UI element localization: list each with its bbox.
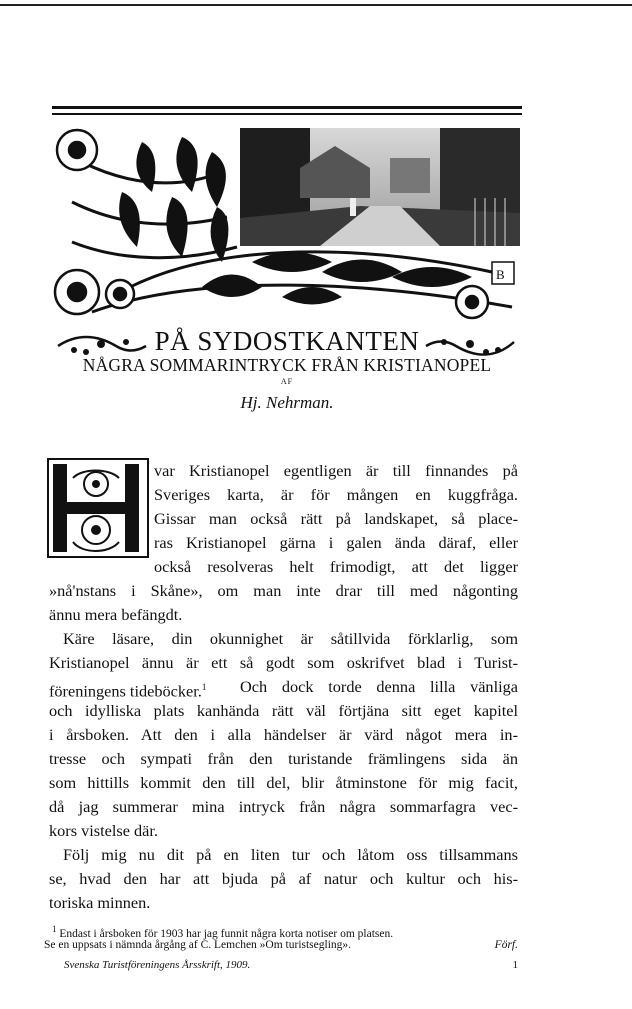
body-line: se, hvad den har att bjuda på af natur och kultur och his- xyxy=(49,869,518,888)
page-title: PÅ SYDOSTKANTEN xyxy=(154,326,420,356)
body-line: ras Kristianopel gärna i galen ända däraf, eller xyxy=(154,533,518,552)
body-line: kors vistelse där. xyxy=(49,821,158,840)
body-line: Gissar man också rätt på landskapet, så place- xyxy=(154,509,518,528)
footnote-ref: 1 xyxy=(201,682,207,692)
header-rule-bottom xyxy=(52,113,522,115)
body-line: som hittills kommit den till del, blir åtminstone för mig facit, xyxy=(49,773,518,792)
footnote-signature: Förf. xyxy=(494,939,518,951)
page-footer xyxy=(64,957,518,973)
monogram-icon xyxy=(492,262,514,284)
drop-cap-h-icon xyxy=(47,458,149,558)
body-line: »nå'nstans i Skåne», om man inte drar till med någonting xyxy=(49,581,518,600)
footnote-text: Se en uppsats i nämnda årgång af C. Lemchen »Om turistsegling». xyxy=(44,939,352,951)
body-line: ännu mera befängdt. xyxy=(49,605,183,624)
top-rule xyxy=(0,4,632,6)
body-line: Följ mig nu dit på en liten tur och låtom oss tillsammans xyxy=(63,845,518,864)
footer-source: Svenska Turistföreningens Årsskrift, 1909. xyxy=(64,959,251,971)
footnote-marker: 1 xyxy=(52,924,57,934)
body-line: tresse och sympati från den turistande främlingens sida än xyxy=(49,749,518,768)
body-text: föreningens tideböcker. xyxy=(49,681,202,701)
body-line: i årsboken. Att den i alla händelser är värd något mera in- xyxy=(49,725,518,744)
by-label: AF xyxy=(280,377,294,386)
landscape-photo xyxy=(240,128,520,246)
header-rule-top xyxy=(52,106,522,109)
body-text: Och dock torde denna lilla vänliga xyxy=(240,677,518,696)
footnote-text: Endast i årsboken för 1903 har jag funnit några korta notiser om platsen. xyxy=(59,927,394,940)
body-line: Kristianopel ännu är ett så godt som oskrifvet blad i Turist- xyxy=(49,653,518,672)
footnote-line-2 xyxy=(44,937,518,953)
body-line: och idylliska plats kanhända rätt väl förtjäna sitt eget kapitel xyxy=(49,701,518,720)
body-line: var Kristianopel egentligen är till finnandes på xyxy=(154,461,518,480)
author-name: Hj. Nehrman. xyxy=(240,393,334,412)
page-number: 1 xyxy=(512,959,518,971)
body-line: också resolveras helt frimodigt, att det ligger xyxy=(154,557,518,576)
body-line: Käre läsare, din okunnighet är såtillvida förklarlig, som xyxy=(63,629,518,648)
body-line: då jag summerar mina intryck från några sommarfagra vec- xyxy=(49,797,518,816)
body-line: Sveriges karta, är för mången en kuggfråga. xyxy=(154,485,518,504)
page-subtitle: NÅGRA SOMMARINTRYCK FRÅN KRISTIANOPEL xyxy=(82,355,492,375)
svg-text:B: B xyxy=(496,267,505,282)
body-line: toriska minnen. xyxy=(49,893,151,912)
